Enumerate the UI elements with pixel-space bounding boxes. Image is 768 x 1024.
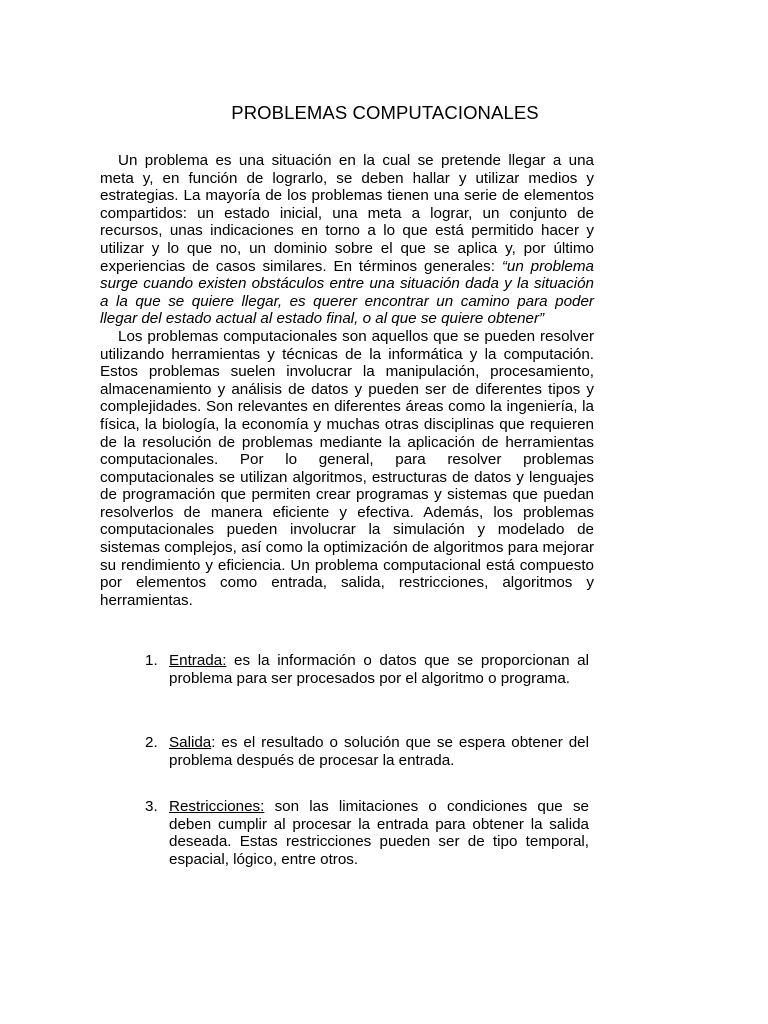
paragraph-intro-text: Un problema es una situación en la cual se pretende llegar a una meta y, en función de lograrlo, se deben hallar y utilizar medios y estrategias. La mayoría de los problemas tienen una serie de elementos compartidos: un estado inicial, una meta a lograr, un conjunto de recursos, unas indicaciones en torno a lo que está permitido hacer y utilizar y lo que no, un dominio sobre el que se aplica y, por último experiencias de casos similares. En términos generales: bbox=[100, 152, 594, 275]
list-item-text: son las limitaciones o condiciones que se deben cumplir al procesar la entrada para obtener la salida deseada. Estas restricciones pueden ser de tipo temporal, espacial, lógico, entre otros. bbox=[169, 798, 589, 868]
body-text bbox=[100, 152, 594, 609]
list-item-text: : es el resultado o solución que se espera obtener del problema después de procesar la entrada. bbox=[169, 734, 589, 769]
list-item-content bbox=[169, 734, 589, 769]
list-item-term: Entrada: bbox=[169, 652, 227, 669]
list-item-term: Salida bbox=[169, 734, 212, 751]
list-item-content bbox=[169, 652, 589, 687]
list-item-text: es la información o datos que se proporcionan al problema para ser procesados por el algoritmo o programa. bbox=[169, 652, 589, 687]
paragraph-computational-problems: Los problemas computacionales son aquellos que se pueden resolver utilizando herramientas y técnicas de la informática y la computación. Estos problemas suelen involucrar la manipulación, procesamiento, almacenamiento y análisis de datos y pueden ser de diferentes tipos y complejidades. Son relevantes en diferentes áreas como la ingeniería, la física, la biología, la economía y muchas otras disciplinas que requieren de la resolución de problemas mediante la aplicación de herramientas computacionales. Por lo general, para resolver problemas computacionales se utilizan algoritmos, estructuras de datos y lenguajes de programación que permiten crear programas y sistemas que puedan resolverlos de manera eficiente y efectiva. Además, los problemas computacionales pueden involucrar la simulación y modelado de sistemas complejos, así como la optimización de algoritmos para mejorar su rendimiento y eficiencia. Un problema computacional está compuesto por elementos como entrada, salida, restricciones, algoritmos y herramientas. bbox=[100, 327, 594, 609]
list-item-content bbox=[169, 798, 589, 868]
list-item-restricciones bbox=[145, 798, 589, 868]
list-item-number: 1. bbox=[145, 652, 158, 669]
document-title: PROBLEMAS COMPUTACIONALES bbox=[231, 102, 539, 123]
list-item-number: 3. bbox=[145, 798, 158, 815]
list-item-term: Restricciones: bbox=[169, 798, 265, 815]
paragraph-intro bbox=[100, 152, 594, 328]
problem-definition-quote: “un problema surge cuando existen obstáculos entre una situación dada y la situación a la que se quiere llegar, es querer encontrar un camino para poder llegar del estado actual al estado final, o al que se quiere obtener” bbox=[100, 257, 594, 328]
list-item-number: 2. bbox=[145, 734, 158, 751]
list-item-entrada bbox=[145, 652, 589, 687]
list-item-salida bbox=[145, 734, 589, 769]
